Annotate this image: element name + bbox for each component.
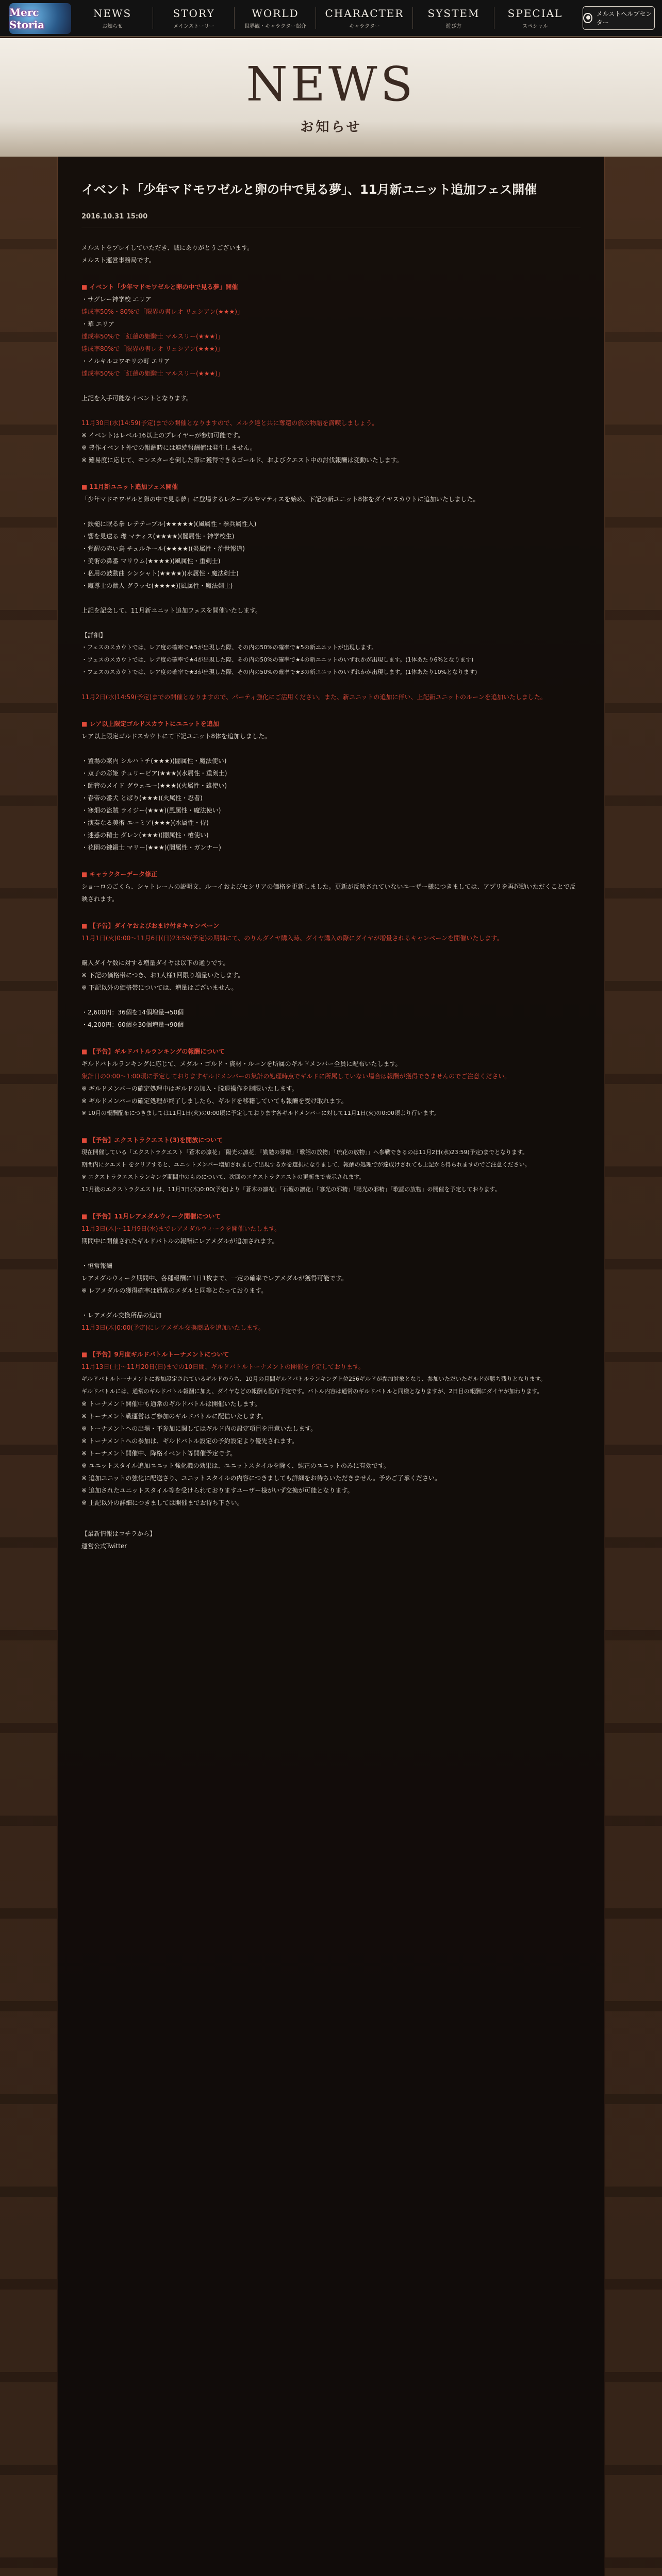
article-line: 11月1日(火)0:00〜11月6日(日)23:59(予定)の期間にて、のりんダイヤ購入時、ダイヤ購入の際にダイヤが増量されるキャンペーンを開催いたします。 [81, 935, 503, 942]
article-line: ・イルキルコワモリの町 エリア [81, 358, 170, 365]
article-line: ・鉄槌に眠る拳 レテテーブル(★★★★★)(風属性・拳兵属性人) [81, 520, 257, 528]
article-line: ※ トーナメント開催中も通常のギルドバトルは開催いたします。 [81, 1400, 261, 1408]
blank-line [81, 617, 581, 629]
article-line: ※ トーナメントへの出場・不参加に関してはギルド内の設定項目を用意いたします。 [81, 1425, 317, 1432]
section-heading: ■ 11月新ユニット追加フェス開催 [81, 481, 581, 493]
article-line: ・2,600円：36個を14個増量→50個 [81, 1009, 184, 1016]
section-heading: ■ 【予告】11月レアメダルウィーク開催について [81, 1210, 581, 1223]
nav-special[interactable] [499, 7, 571, 29]
nav-news[interactable] [76, 7, 148, 29]
article-line: メルスト運営事務局です。 [81, 257, 155, 264]
blank-line [81, 505, 581, 518]
article-line: ・置場の案内 シルハトチ(★★★)(闇属性・魔法使い) [81, 757, 227, 765]
article-line: ※ 下記の価格帯につき、お1人様1回限り増量いたします。 [81, 972, 244, 979]
section-heading: ■ 【予告】ギルドバトルランキングの報酬について [81, 1045, 581, 1058]
nav-label: CHARACTER [325, 7, 404, 20]
article-line: レア以上限定ゴルドスカウトにて下記ユニット8体を追加しました。 [81, 733, 271, 740]
twitter-link[interactable]: 運営公式Twitter [81, 1543, 127, 1550]
section-heading: ■ キャラクターデータ修正 [81, 868, 581, 880]
article-line: 期間中に開催されたギルドバトルの報酬にレアメダルが追加されます。 [81, 1238, 278, 1245]
nav-label: SYSTEM [427, 7, 480, 20]
nav-divider [234, 7, 235, 29]
article-line: ・寒畑の盗賊 ライジー(★★★)(風属性・魔法使い) [81, 807, 221, 814]
article-line: ・演奏なる美術 エーミア(★★★)(水属性・侍) [81, 819, 209, 826]
article-line: 11月3日(木)0:00(予定)にレアメダル交換商品を追加いたします。 [81, 1324, 264, 1331]
blank-line [81, 905, 581, 918]
blank-line [81, 592, 581, 604]
article-line: ・双子の彩姫 チュリーピア(★★★)(水属性・重剣士) [81, 770, 227, 777]
article-line: ・フェスのスカウトでは、レア度の確率で★4が出現した際、その内の50%の確率で★4の新ユニットのいずれかが出現します。(1体あたり6%となります) [81, 656, 474, 663]
blank-line [81, 466, 581, 479]
page-subtitle: お知らせ [300, 120, 362, 135]
nav-character[interactable] [321, 7, 408, 29]
global-nav [0, 0, 662, 37]
article-line: ・恒常報酬 [81, 1262, 113, 1269]
section-heading: ■ 【予告】ダイヤおよびおまけ付きキャンペーン [81, 920, 581, 932]
article-line: ※ 追加されたユニットスタイル等を受けられておりますユーザー様がいず交換が可能となります。 [81, 1487, 354, 1494]
article-line: レアメダルウィーク期間中、各種報酬に1日1枚まで、一定の確率でレアメダルが獲得可能です。 [81, 1275, 347, 1282]
blank-line [81, 994, 581, 1006]
article-line: ・レアメダル交換所品の追加 [81, 1312, 162, 1319]
article-title: イベント「少年マドモワゼルと卵の中で見る夢」、11月新ユニット追加フェス開催 [81, 182, 537, 197]
article-line: ・迷惑の精士 ダレン(★★★)(闇属性・槍使い) [81, 832, 209, 839]
article-line: ※ 追加ユニットの強化に配送さり、ユニットスタイルの内容につきましても詳細をお待ちいただきません。予めご了承ください。 [81, 1475, 441, 1482]
article-line: 現在開催している「エクストラクエスト「蒼木の凛花」「陽光の凛花」「勤勉の邪精」「歌謡の放物」「琉花の放物」」へ参戦できるのは11月2日(水)23:59(予定)までとなります。 [81, 1149, 528, 1156]
article-line: 【最新情報はコチラから】 [81, 1530, 156, 1537]
article-date: 2016.10.31 15:00 [81, 213, 148, 221]
article-line: ・響を見送る 瓈 マティス(★★★★)(闇属性・神学校生) [81, 533, 235, 540]
blank-line [81, 1120, 581, 1132]
article-line: ・4,200円：60個を30個増量→90個 [81, 1021, 184, 1028]
article-footer [81, 1528, 581, 1552]
nav-label: SPECIAL [507, 7, 563, 20]
blank-line [81, 1297, 581, 1309]
article-line: ・師管のメイド グウェニー(★★★)(火属性・雑使い) [81, 782, 227, 789]
article-line: ※ イベントはレベル16以上のプレイヤーが参加可能です。 [81, 432, 244, 439]
article-line: 「少年マドモワゼルと卵の中で見る夢」に登場するレターブルやマティスを始め、下記の新ユニット8体をダイヤスカウトに追加いたしました。 [81, 496, 479, 503]
nav-story[interactable] [158, 7, 230, 29]
article-line: ※ トーナメントへの参加は、ギルドバトル設定の予約設定より優先されます。 [81, 1437, 298, 1445]
article-line: 達成率50%・80%で「限界の書レオ リュシアン(★★★)」 [81, 308, 243, 315]
article-line: ・花園の錬鍛士 マリー(★★★)(闇属性・ガンナー) [81, 844, 221, 851]
blank-line [81, 380, 581, 392]
nav-world[interactable] [239, 7, 311, 29]
blank-line [81, 1247, 581, 1260]
blank-line [81, 854, 581, 866]
nav-sublabel: スペシャル [522, 24, 548, 29]
nav-sublabel: メインストーリー [173, 24, 214, 29]
blank-line [81, 1031, 581, 1043]
article-line: 達成率50%で「紅蓮の姫騎士 マルスリー(★★★)」 [81, 370, 224, 377]
article-line: ※ 豊作イベント外での報酬時には連続報酬値は発生しません。 [81, 444, 256, 451]
article-line: ・華 エリア [81, 320, 114, 328]
article-line: ※ 下記以外の価格帯については、増量はございません。 [81, 984, 238, 991]
blank-line [81, 1334, 581, 1346]
article-line: 11月13日(土)〜11月20日(日)までの10日間、ギルドバトルトーナメントの開催を予定しております。 [81, 1363, 365, 1370]
nav-sublabel: 遊び方 [446, 24, 461, 29]
article-line: ※ ユニットスタイル追加ユニット強化機の効果は、ユニットスタイルを除く、純正のユニットのみに有効です。 [81, 1462, 390, 1469]
article-line: ・フェスのスカウトでは、レア度の確率で★5が出現した際、その内の50%の確率で★5の新ユニットが出現します。 [81, 644, 377, 651]
article-line: ※ 10月の報酬配布につきましては11月1日(火)の0:00頃に予定しております各ギルドメンバーに対して11月1日(火)の0:00頃より行います。 [81, 1110, 440, 1116]
background-shelf-right [605, 157, 662, 2576]
article-line: ・春帝の番犬 とばり(★★★)(火属性・忍者) [81, 794, 203, 802]
background-shelf-left [0, 157, 57, 2576]
nav-sublabel: 世界観・キャラクター紹介 [244, 24, 306, 29]
site-logo[interactable]: Merc Storia [9, 3, 71, 34]
nav-divider [412, 7, 413, 29]
article-line: 達成率80%で「限界の書レオ リュシアン(★★★)」 [81, 345, 224, 352]
article-line: ・サグレー神学校 エリア [81, 296, 152, 303]
help-center-button[interactable] [583, 6, 655, 30]
blank-line [81, 1196, 581, 1208]
article-line: 上記を入手可能なイベントとなります。 [81, 395, 193, 402]
article-line: 11月3日(木)〜11月9日(水)までレアメダルウィークを開催いたします。 [81, 1225, 281, 1232]
blank-line [81, 742, 581, 755]
article-line: ・覚醒の赤い鳥 チュルキール(★★★★)(炎属性・治世報道) [81, 545, 245, 552]
help-center-label: メルストへルプセンター [596, 10, 652, 26]
article-line: ギルドバトルランキングに応じて、メダル・ゴルド・資材・ルーンを所属のギルドメンバー全員に配布いたします。 [81, 1060, 402, 1067]
blank-line [81, 266, 581, 279]
article-line: ・魔導士の獣人 グラッセ(★★★★)(風属性・魔法剣士) [81, 582, 233, 589]
nav-system[interactable] [418, 7, 490, 29]
blank-line [81, 404, 581, 417]
article-line: ※ 難易度に応じて、モンスターを倒した際に獲得できるゴールド、およびクエスト中の討伐報酬は変動いたします。 [81, 456, 403, 464]
article-line: ショーロのごくら、シャトレームの説明文、ルーイおよびセシリアの価格を更新しました。更新が反映されていないユーザー様につきましては、アプリを再起動いただくことで反映されます。 [81, 883, 576, 903]
article-line: 期間内にクエスト をクリアすると、ユニットメンバー増加されまして出現するかを選択になりまして、報酬の処理でが達成けされても上記から得られますのでご注意ください。 [81, 1161, 531, 1168]
user-icon [583, 13, 592, 23]
nav-sublabel: お知らせ [102, 24, 123, 29]
nav-label: STORY [173, 7, 215, 20]
section-heading: ■ 【予告】エクストラクエスト(3)を開放について [81, 1134, 581, 1146]
nav-label: NEWS [93, 7, 132, 20]
article-line: ※ 上記以外の詳細につきましては開催までお待ち下さい。 [81, 1499, 243, 1506]
page-hero [0, 38, 662, 157]
global-header [0, 0, 662, 37]
article-line: ※ ギルドメンバーの確定処理が終了しましたら、ギルドを移籍していても報酬を受け取れます。 [81, 1097, 347, 1105]
article-line: メルストをプレイしていただき、誠にありがとうございます。 [81, 244, 254, 251]
article-line: ・私用の鼓動曲 シンシャト(★★★★)(水属性・魔法剣士) [81, 570, 239, 577]
article-line: 11月30日(水)14:59(予定)までの開催となりますので、メルク達と共に奪還の旅の物語を満喫しましょう。 [81, 419, 378, 427]
article-line: 達成率50%で「紅蓮の姫騎士 マルスリー(★★★)」 [81, 333, 224, 340]
blank-line [81, 679, 581, 691]
article-line: ※ レアメダルの獲得確率は通常のメダルと同等となっております。 [81, 1287, 268, 1294]
article-line: ギルドバトルには、通常のギルドバトル報酬に加え、ダイヤなどの報酬も配布予定です。バトル内容は通常のギルドバトルと同様となりますが、2日目の報酬にダイヤが加わります。 [81, 1388, 543, 1395]
article-line: ※ トーナメント開催中、降格イベント等開催予定です。 [81, 1450, 237, 1457]
article-line: 11月後のエクストラクエストは、11月3日(木)0:00(予定)より「蒼木の凛花」「石壇の凛花」「寡光の邪精」「陽光の邪精」「歌謡の放物」の開催を予定しております。 [81, 1186, 501, 1193]
blank-line [81, 944, 581, 957]
article-line: ※ エクストラクエストランキング期間中のものについて、次回のエクストラクエストの更新まで表示されます。 [81, 1174, 365, 1180]
article-line: ギルドバトルトーナメントに参加設定されているギルドのうち、10月の月間ギルドバトルランキング上位256ギルドが参加対象となり、参加いただいたギルドが勝ち残りとなります。 [81, 1376, 546, 1382]
section-heading: ■ 【予告】9月度ギルドバトルトーナメントについて [81, 1348, 581, 1361]
article-line: 11月2日(水)14:59(予定)までの開催となりますので、パーティ強化にご活用ください。また、新ユニットの追加に伴い、上記新ユニットのルーンを追加いたしました。 [81, 693, 547, 701]
article-line: ※ トーナメント戦運営はご参加のギルドバトルに配信いたします。 [81, 1413, 267, 1420]
article-line: ※ ギルドメンバーの確定処理中はギルドの加入・脱退操作を制限いたします。 [81, 1085, 298, 1092]
nav-label: WORLD [252, 7, 299, 20]
nav-sublabel: キャラクター [349, 24, 380, 29]
article-line: ・美術の鼻番 マリウム(★★★★)(風属性・重剣士) [81, 557, 221, 565]
article-body [81, 242, 581, 1509]
page-title: NEWS [246, 57, 416, 112]
blank-line [81, 703, 581, 716]
section-heading: ■ レア以上限定ゴルドスカウトにユニットを追加 [81, 718, 581, 730]
article-line: 上記を記念して、11月新ユニット追加フェスを開催いたします。 [81, 607, 261, 614]
section-heading: ■ イベント「少年マドモワゼルと卵の中で見る夢」開催 [81, 281, 581, 293]
article-line: 購入ダイヤ数に対する増量ダイヤは以下の通りです。 [81, 959, 229, 967]
article-line: ・フェスのスカウトでは、レア度の確率で★3が出現した際、その内の50%の確率で★3の新ユニットのいずれかが出現します。(1体あたり10%となります) [81, 669, 477, 675]
article-line: 【詳細】 [81, 632, 107, 639]
article-panel [58, 157, 604, 2576]
article-line: 集計日の0:00〜1:00頃に予定しておりますギルドメンバーの集計の処理時点でギルドに所属していない場合は報酬が獲得できませんのでご注意ください。 [81, 1073, 511, 1080]
